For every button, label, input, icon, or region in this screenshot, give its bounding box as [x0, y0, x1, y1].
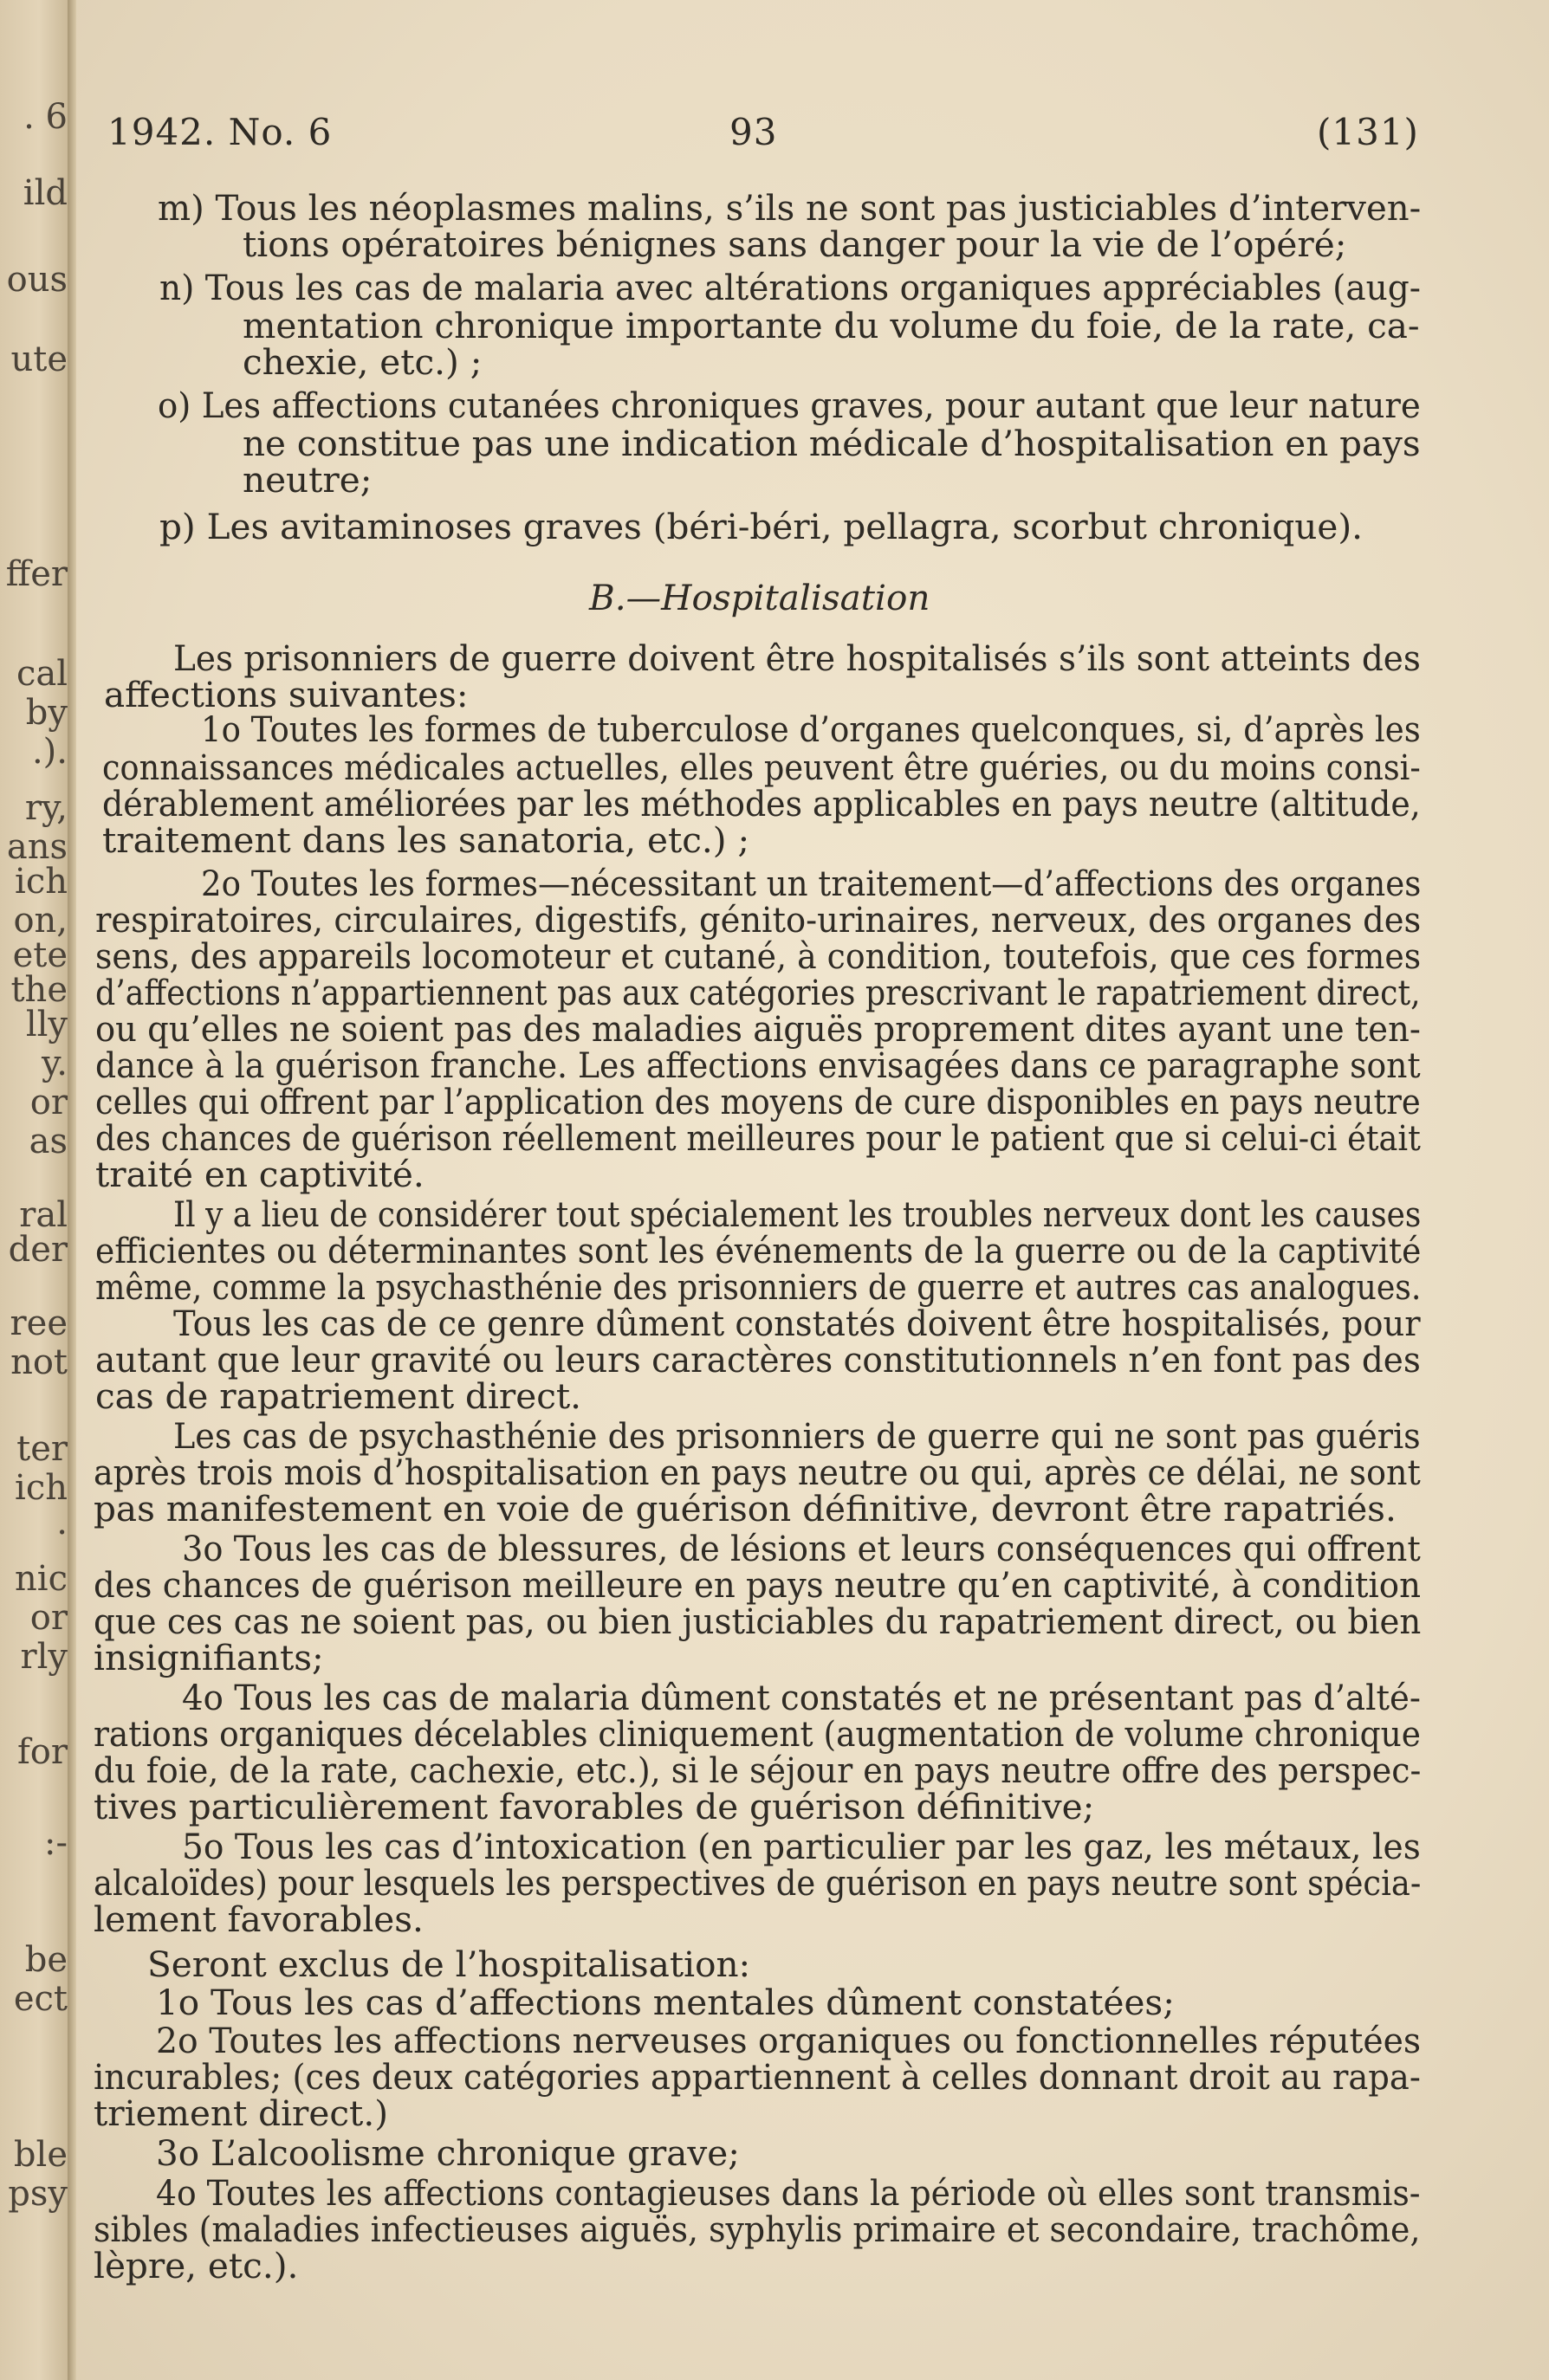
- text-line: affections suivantes:: [104, 674, 469, 715]
- bleed-text: :-: [44, 1823, 68, 1863]
- bleed-text: or: [29, 1083, 68, 1122]
- header-volume: 1942. No. 6: [107, 111, 333, 153]
- text-line: m) Tous les néoplasmes malins, s’ils ne sont pas justiciables d’interven-: [158, 187, 1422, 229]
- text-line: o) Les affections cutanées chroniques graves, pour autant que leur nature: [158, 385, 1421, 426]
- bleed-text: ous: [6, 260, 68, 300]
- text-line: traitement dans les sanatoria, etc.) ;: [102, 819, 750, 861]
- text-line: n) Tous les cas de malaria avec altérations organiques appréciables (aug-: [159, 267, 1422, 308]
- text-line: même, comme la psychasthénie des prisonniers de guerre et autres cas analogues.: [95, 1266, 1422, 1308]
- text-line: pas manifestement en voie de guérison définitive, devront être rapatriés.: [94, 1488, 1397, 1530]
- bleed-text: rly: [20, 1637, 68, 1677]
- text-line: respiratoires, circulaires, digestifs, génito-urinaires, nerveux, des organes des: [95, 899, 1422, 941]
- bleed-text: . 6: [23, 97, 68, 137]
- text-line: dance à la guérison franche. Les affections envisagées dans ce paragraphe sont: [95, 1044, 1421, 1086]
- bleed-text: be: [24, 1940, 68, 1980]
- text-line: ou qu’elles ne soient pas des maladies aiguës proprement dites ayant une ten-: [95, 1008, 1421, 1050]
- text-line: Il y a lieu de considérer tout spécialement les troubles nerveux dont les causes: [173, 1193, 1422, 1235]
- text-line: d’affections n’appartiennent pas aux catégories prescrivant le rapatriement direct,: [95, 972, 1421, 1013]
- text-line: des chances de guérison réellement meilleures pour le patient que si celui-ci était: [95, 1117, 1421, 1159]
- bleed-text: .: [56, 1503, 68, 1542]
- text-line: sens, des appareils locomoteur et cutané, à condition, toutefois, que ces formes: [95, 935, 1422, 977]
- text-line: triement direct.): [94, 2092, 388, 2134]
- bleed-text: ete: [12, 935, 68, 975]
- text-line: incurables; (ces deux catégories appartiennent à celles donnant droit au rapa-: [94, 2056, 1421, 2098]
- text-line: dérablement améliorées par les méthodes applicables en pays neutre (altitude,: [102, 783, 1421, 825]
- bleed-text: ect: [13, 1979, 68, 2019]
- text-line: 1o Toutes les formes de tuberculose d’organes quelconques, si, d’après les: [201, 708, 1421, 750]
- bleed-text: ter: [16, 1429, 68, 1469]
- text-line: tions opératoires bénignes sans danger pour la vie de l’opéré;: [243, 223, 1347, 265]
- text-line: lèpre, etc.).: [94, 2245, 299, 2286]
- header-page-number: 93: [729, 111, 778, 153]
- text-line: p) Les avitaminoses graves (béri-béri, pellagra, scorbut chronique).: [159, 506, 1364, 547]
- text-line: après trois mois d’hospitalisation en pays neutre ou qui, après ce délai, ne sont: [94, 1452, 1421, 1493]
- bleed-text: ute: [10, 340, 68, 379]
- bleed-text: psy: [8, 2174, 68, 2214]
- text-line: connaissances médicales actuelles, elles peuvent être guéries, ou du moins consi-: [102, 747, 1421, 788]
- bleed-text: der: [8, 1230, 68, 1270]
- text-line: 3o L’alcoolisme chronique grave;: [156, 2132, 740, 2174]
- text-line: Tous les cas de ce genre dûment constatés doivent être hospitalisés, pour: [173, 1303, 1421, 1344]
- text-line: celles qui offrent par l’application des moyens de cure disponibles en pays neutre: [95, 1081, 1421, 1122]
- text-line: des chances de guérison meilleure en pays neutre qu’en captivité, à condition: [94, 1564, 1422, 1606]
- bleed-text: nic: [15, 1559, 68, 1599]
- bleed-text: lly: [25, 1005, 68, 1044]
- bleed-text: ans: [6, 827, 68, 867]
- bleed-text: on,: [13, 901, 68, 941]
- text-line: 2o Toutes les formes—nécessitant un traitement—d’affections des organes: [201, 863, 1422, 904]
- bleed-text: ffer: [5, 554, 68, 594]
- bleed-text: ich: [15, 862, 68, 902]
- text-line: 5o Tous les cas d’intoxication (en particulier par les gaz, les métaux, les: [182, 1826, 1421, 1867]
- bleed-text: ral: [19, 1195, 68, 1235]
- text-line: tives particulièrement favorables de guérison définitive;: [94, 1786, 1095, 1827]
- text-line: neutre;: [243, 459, 373, 501]
- bleed-text: or: [29, 1598, 68, 1638]
- text-line: efficientes ou déterminantes sont les événements de la guerre ou de la captivité: [95, 1230, 1422, 1271]
- bleed-text: ree: [10, 1303, 68, 1343]
- header-original-page: (131): [1317, 111, 1419, 153]
- bleed-text: not: [10, 1342, 68, 1382]
- bleed-text: ich: [15, 1468, 68, 1508]
- bleed-text: as: [29, 1122, 68, 1161]
- text-line: du foie, de la rate, cachexie, etc.), si le séjour en pays neutre offre des perspec-: [94, 1749, 1422, 1791]
- text-line: cas de rapatriement direct.: [95, 1375, 582, 1417]
- text-line: rations organiques décelables cliniquement (augmentation de volume chronique: [94, 1713, 1421, 1755]
- text-line: sibles (maladies infectieuses aiguës, syphylis primaire et secondaire, trachôme,: [94, 2209, 1421, 2250]
- text-line: mentation chronique importante du volume du foie, de la rate, ca-: [243, 305, 1420, 346]
- bleed-text: .).: [31, 732, 68, 772]
- text-line: que ces cas ne soient pas, ou bien justiciables du rapatriement direct, ou bien: [94, 1601, 1422, 1642]
- bleed-text: by: [25, 693, 68, 733]
- text-line: Les prisonniers de guerre doivent être hospitalisés s’ils sont atteints des: [173, 637, 1421, 679]
- text-line: chexie, etc.) ;: [243, 341, 483, 383]
- bleed-text: cal: [16, 654, 68, 694]
- text-line: 4o Tous les cas de malaria dûment constatés et ne présentant pas d’alté-: [182, 1677, 1421, 1718]
- text-line: Seront exclus de l’hospitalisation:: [147, 1943, 751, 1985]
- text-line: alcaloïdes) pour lesquels les perspectives de guérison en pays neutre sont spécia-: [94, 1862, 1422, 1904]
- text-line: 3o Tous les cas de blessures, de lésions et leurs conséquences qui offrent: [182, 1528, 1421, 1569]
- text-line: 1o Tous les cas d’affections mentales dûment constatées;: [156, 1982, 1175, 2023]
- text-line: autant que leur gravité ou leurs caractères constitutionnels n’en font pas des: [95, 1339, 1421, 1381]
- bleed-text: ble: [13, 2135, 68, 2175]
- bleed-text: for: [16, 1732, 68, 1772]
- text-line: 2o Toutes les affections nerveuses organiques ou fonctionnelles réputées: [156, 2020, 1422, 2061]
- bleed-text: the: [10, 970, 68, 1010]
- bleed-text: ry,: [24, 788, 68, 828]
- bleed-text: y.: [42, 1044, 68, 1083]
- text-line: Les cas de psychasthénie des prisonniers de guerre qui ne sont pas guéris: [173, 1415, 1421, 1457]
- bleed-text: ild: [23, 173, 68, 213]
- text-line: lement favorables.: [94, 1898, 424, 1940]
- text-line: ne constitue pas une indication médicale d’hospitalisation en pays: [243, 423, 1421, 464]
- text-line: insignifiants;: [94, 1637, 324, 1678]
- text-line: 4o Toutes les affections contagieuses dans la période où elles sont transmis-: [156, 2172, 1421, 2214]
- text-line: traité en captivité.: [95, 1154, 425, 1195]
- section-title: B.—Hospitalisation: [589, 577, 930, 618]
